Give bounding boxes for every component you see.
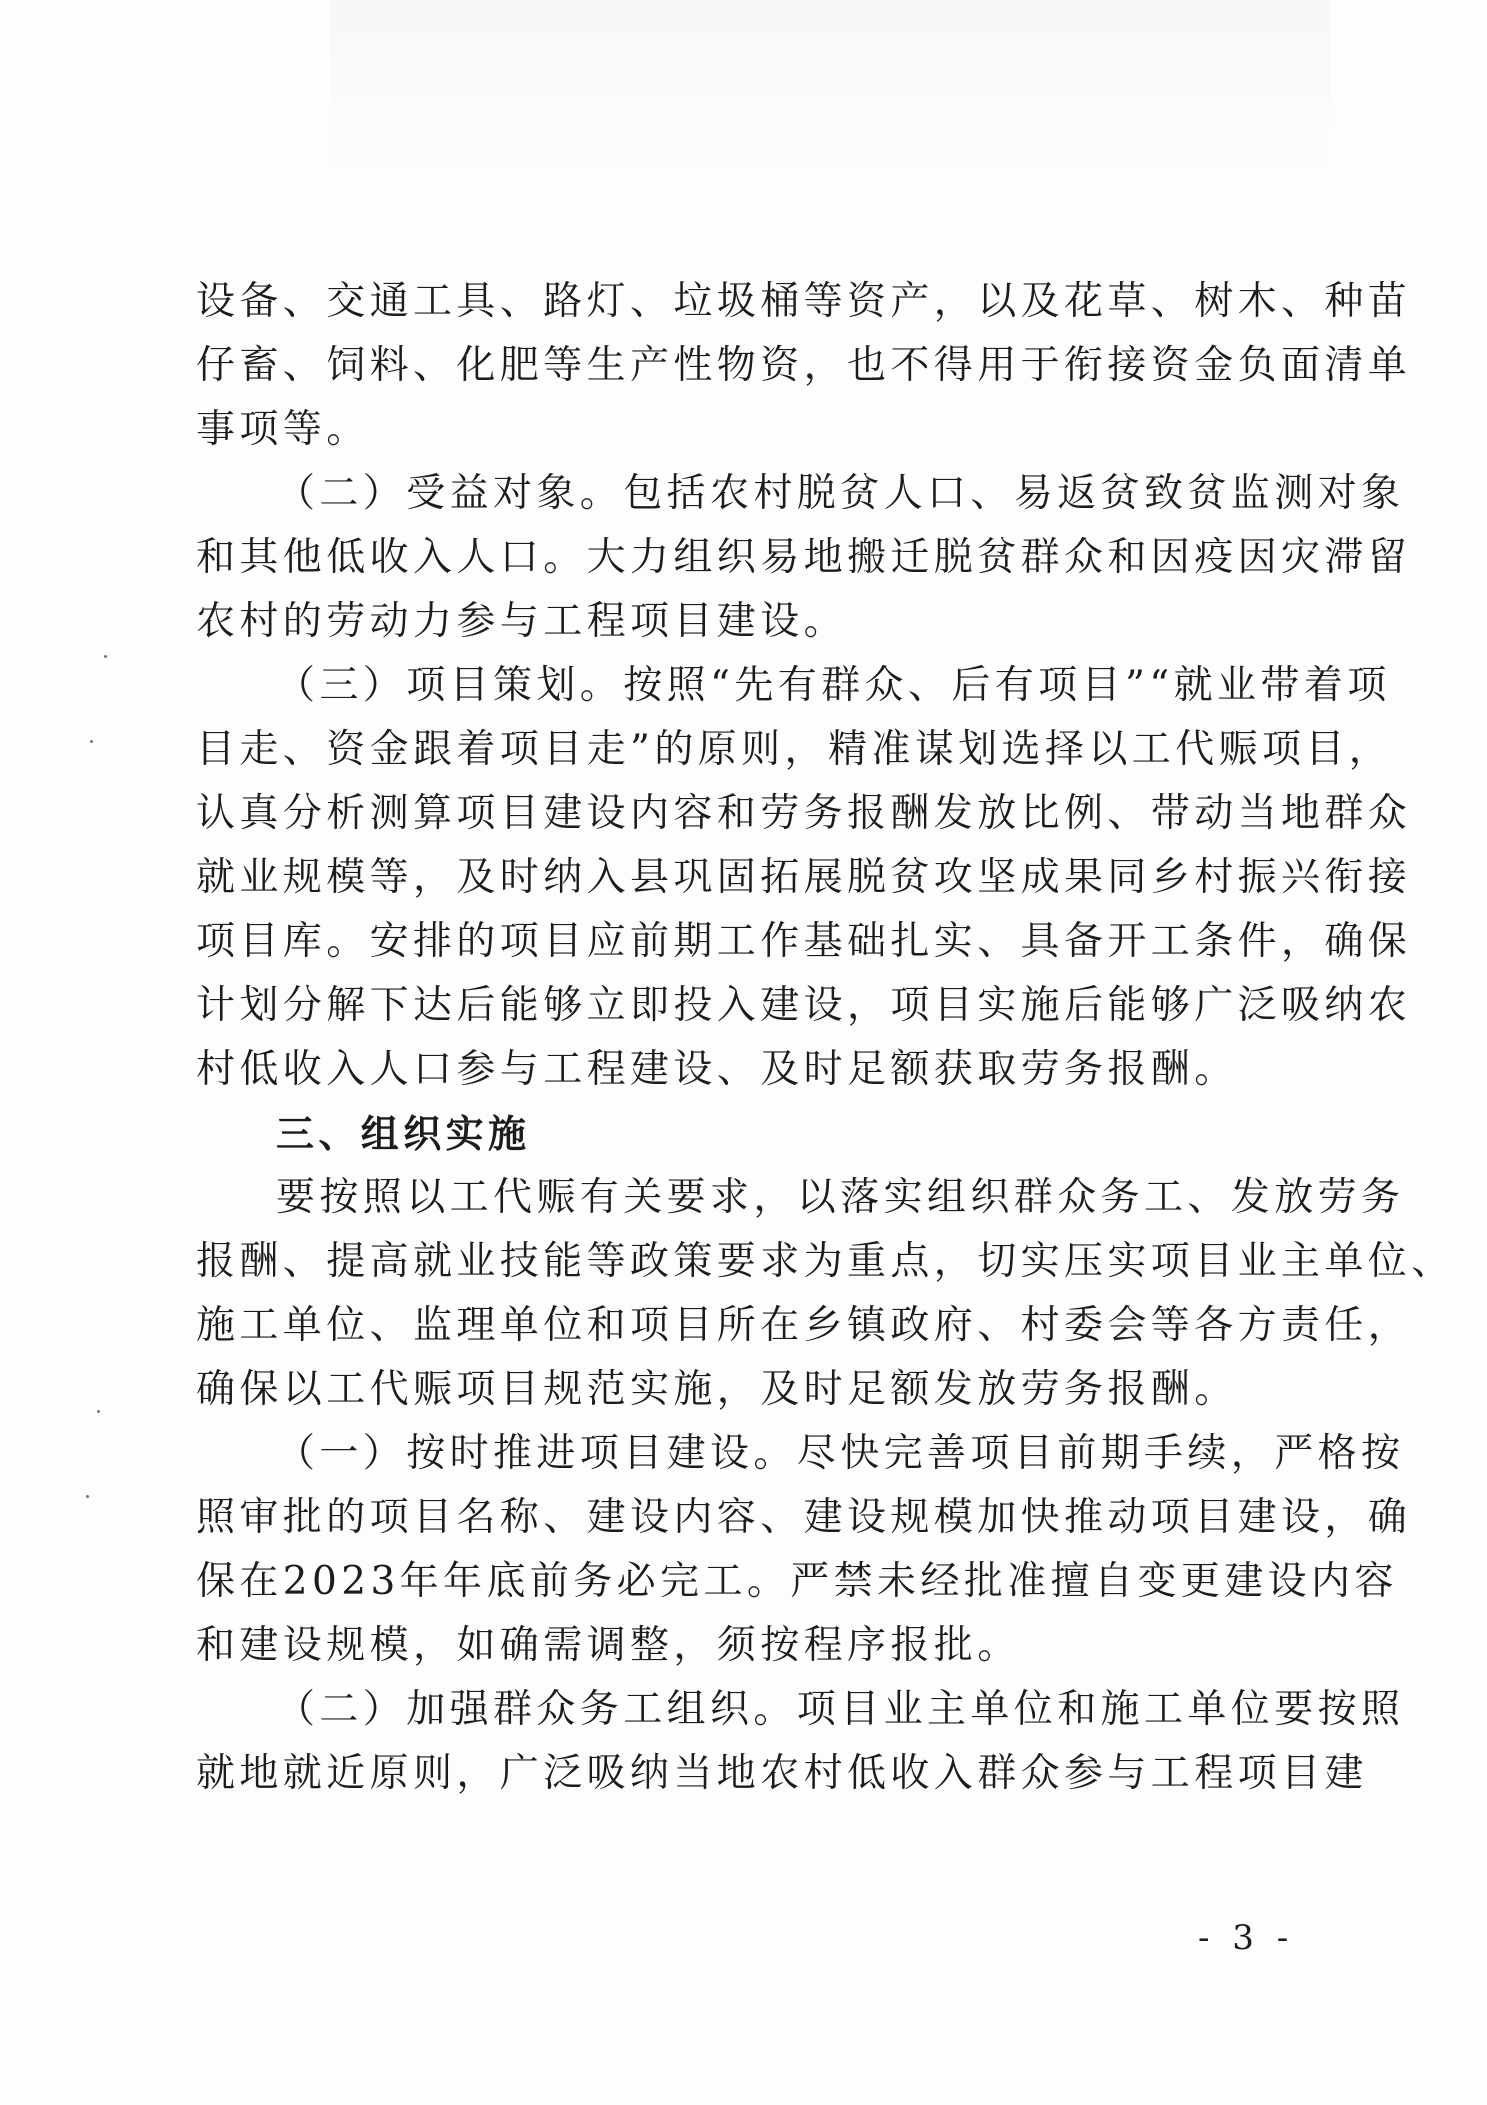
body-line: 确保以工代赈项目规范实施，及时足额发放劳务报酬。: [196, 1367, 1238, 1412]
body-line: 计划分解下达后能够立即投入建设，项目实施后能够广泛吸纳农: [196, 983, 1412, 1028]
body-line: 村低收入人口参与工程建设、及时足额获取劳务报酬。: [196, 1047, 1238, 1092]
section-labor-organization: （二）加强群众务工组织。项目业主单位和施工单位要按照: [276, 1687, 1405, 1732]
body-line: 照审批的项目名称、建设内容、建设规模加快推动项目建设，确: [196, 1495, 1412, 1540]
body-line: 目走、资金跟着项目走”的原则，精准谋划选择以工代赈项目，: [196, 727, 1393, 772]
body-line: 农村的劳动力参与工程项目建设。: [196, 599, 848, 644]
body-line: 认真分析测算项目建设内容和劳务报酬发放比例、带动当地群众: [196, 791, 1412, 836]
body-line: 施工单位、监理单位和项目所在乡镇政府、村委会等各方责任，: [196, 1303, 1412, 1348]
body-line: 仔畜、饲料、化肥等生产性物资，也不得用于衔接资金负面清单: [196, 343, 1412, 388]
body-line: 和建设规模，如确需调整，须按程序报批。: [196, 1623, 1021, 1668]
body-line: 和其他低收入人口。大力组织易地搬迁脱贫群众和因疫因灾滞留: [196, 535, 1412, 580]
body-line: 事项等。: [196, 407, 370, 452]
body-line: 报酬、提高就业技能等政策要求为重点，切实压实项目业主单位、: [196, 1239, 1455, 1284]
section-project-progress: （一）按时推进项目建设。尽快完善项目前期手续，严格按: [276, 1431, 1405, 1476]
section-project-planning: （三）项目策划。按照“先有群众、后有项目”“就业带着项: [276, 663, 1391, 708]
scan-speck: [97, 1410, 100, 1413]
body-line: 保在2023年年底前务必完工。严禁未经批准擅自变更建设内容: [196, 1559, 1398, 1604]
scan-speck: [90, 740, 93, 743]
body-line: 就地就近原则，广泛吸纳当地农村低收入群众参与工程项目建: [196, 1751, 1368, 1796]
scan-speck: [104, 655, 107, 658]
body-line: 要按照以工代赈有关要求，以落实组织群众务工、发放劳务: [276, 1175, 1405, 1220]
page-number: - 3 -: [1198, 1918, 1295, 1958]
body-line: 项目库。安排的项目应前期工作基础扎实、具备开工条件，确保: [196, 919, 1412, 964]
scan-shadow: [330, 0, 1330, 180]
section-heading-implementation: 三、组织实施: [276, 1112, 531, 1156]
body-line: 就业规模等，及时纳入县巩固拓展脱贫攻坚成果同乡村振兴衔接: [196, 855, 1412, 900]
body-line: 设备、交通工具、路灯、垃圾桶等资产，以及花草、树木、种苗: [196, 279, 1412, 324]
section-beneficiaries: （二）受益对象。包括农村脱贫人口、易返贫致贫监测对象: [276, 471, 1405, 516]
scan-speck: [86, 1495, 89, 1498]
document-body: [196, 270, 1455, 1806]
